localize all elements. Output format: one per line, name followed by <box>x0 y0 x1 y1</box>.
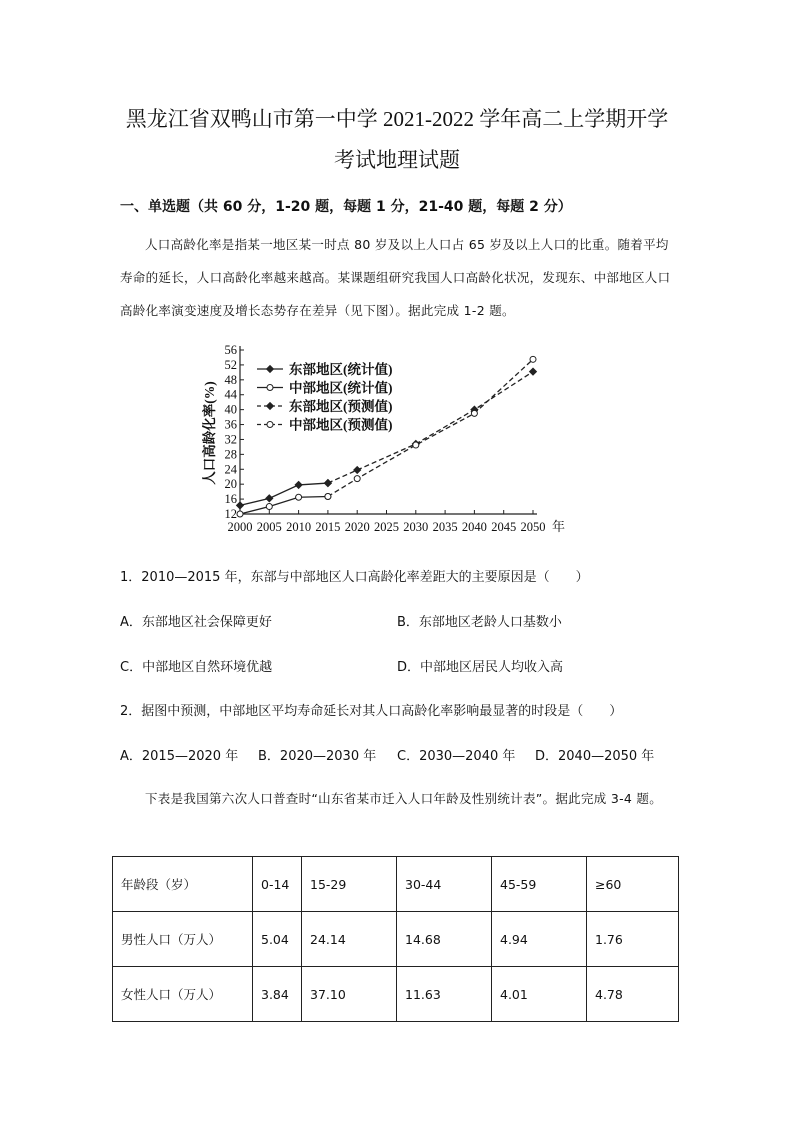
intro-paragraph: 人口高龄化率是指某一地区某一时点 80 岁及以上人口占 65 岁及以上人口的比重。随着平均寿命的延长，人口高龄化率越来越高。某课题组研究我国人口高龄化状况，发现东、中部地区人口高龄化率演变速度及增长态势存在差异（见下图）。据此完成 1-2 题。 <box>120 237 671 318</box>
x-tick-label: 2000 <box>227 520 253 534</box>
data-point-3 <box>413 442 419 448</box>
x-tick-label: 2010 <box>286 520 312 534</box>
x-tick-label: 2015 <box>315 520 341 534</box>
table-cell: 37.10 <box>302 967 397 1022</box>
legend-marker-3 <box>267 422 273 428</box>
y-tick-label: 44 <box>224 387 237 402</box>
table-header-cell: ≥60 <box>587 857 679 912</box>
y-tick-label: 16 <box>224 492 237 507</box>
table-row-male <box>113 912 679 967</box>
data-point-0 <box>266 495 273 502</box>
y-axis-title: 人口高龄化率(%) <box>202 381 217 485</box>
x-axis-unit: 年 <box>552 519 566 534</box>
y-tick-label: 56 <box>224 343 237 357</box>
table-header-cell: 年龄段（岁） <box>113 857 253 912</box>
table-cell: 4.94 <box>492 912 587 967</box>
data-point-0 <box>295 481 302 488</box>
y-tick-label: 32 <box>224 432 237 447</box>
y-tick-label: 20 <box>224 477 237 492</box>
x-tick-label: 2035 <box>432 520 458 534</box>
question-2-stem: 2．据图中预测，中部地区平均寿命延长对其人口高龄化率影响最显著的时段是（ ） <box>120 704 623 719</box>
table-cell: 女性人口（万人） <box>113 967 253 1022</box>
data-point-3 <box>325 493 331 499</box>
data-point-3 <box>354 476 360 482</box>
question-1-option-b[interactable]: B．东部地区老龄人口基数小 <box>397 615 562 630</box>
table-cell: 11.63 <box>397 967 492 1022</box>
table-intro-paragraph: 下表是我国第六次人口普查时“山东省某市迁入人口年龄及性别统计表”。据此完成 3-4 题。 <box>145 791 663 806</box>
data-point-1 <box>296 494 302 500</box>
y-tick-label: 12 <box>224 507 237 521</box>
data-point-1 <box>266 504 272 510</box>
question-2-option-c[interactable]: C．2030—2040 年 <box>397 749 516 764</box>
page-title-line-2: 考试地理试题 <box>334 148 460 172</box>
x-tick-label: 2030 <box>403 520 429 534</box>
data-point-2 <box>324 479 331 486</box>
legend-label-0: 东部地区(统计值) <box>289 362 393 377</box>
data-point-1 <box>237 511 243 517</box>
data-point-3 <box>530 356 536 362</box>
table-cell: 14.68 <box>397 912 492 967</box>
legend-marker-0 <box>266 365 273 372</box>
question-2-option-b[interactable]: B．2020—2030 年 <box>258 749 377 764</box>
y-tick-label: 24 <box>224 462 237 477</box>
question-1-option-d[interactable]: D．中部地区居民人均收入高 <box>397 660 564 675</box>
table-cell: 4.01 <box>492 967 587 1022</box>
y-tick-label: 40 <box>224 402 237 417</box>
page-title-line-1: 黑龙江省双鸭山市第一中学 2021-2022 学年高二上学期开学 <box>125 107 669 131</box>
question-1-stem: 1．2010—2015 年，东部与中部地区人口高龄化率差距大的主要原因是（ ） <box>120 570 589 585</box>
x-tick-label: 2040 <box>461 520 487 534</box>
y-tick-label: 36 <box>224 417 237 432</box>
table-header-cell: 15-29 <box>302 857 397 912</box>
table-cell: 4.78 <box>587 967 679 1022</box>
table-row-female <box>113 967 679 1022</box>
table-header-cell: 45-59 <box>492 857 587 912</box>
x-tick-label: 2045 <box>491 520 517 534</box>
table-cell: 男性人口（万人） <box>113 912 253 967</box>
aging-rate-chart <box>196 338 576 543</box>
data-point-2 <box>529 368 536 375</box>
legend-marker-1 <box>267 385 273 391</box>
legend-label-3: 中部地区(预测值) <box>289 417 393 433</box>
table-cell: 24.14 <box>302 912 397 967</box>
table-cell: 5.04 <box>253 912 302 967</box>
section-heading: 一、单选题（共 60 分，1-20 题，每题 1 分，21-40 题，每题 2 分） <box>120 199 572 215</box>
legend-label-1: 中部地区(统计值) <box>289 380 393 396</box>
question-1-option-c[interactable]: C．中部地区自然环境优越 <box>120 660 273 675</box>
x-tick-label: 2025 <box>374 520 399 534</box>
series-line-1 <box>240 496 328 514</box>
data-point-3 <box>471 410 477 416</box>
migration-population-table <box>112 856 679 1022</box>
y-tick-label: 52 <box>224 357 237 372</box>
table-header-cell: 0-14 <box>253 857 302 912</box>
y-tick-label: 28 <box>224 447 237 462</box>
x-tick-label: 2020 <box>344 520 370 534</box>
legend-marker-2 <box>266 402 273 409</box>
x-tick-label: 2050 <box>520 520 546 534</box>
question-1-option-a[interactable]: A．东部地区社会保障更好 <box>120 615 272 630</box>
legend-label-2: 东部地区(预测值) <box>289 399 393 414</box>
table-header-cell: 30-44 <box>397 857 492 912</box>
table-header-row <box>113 857 679 912</box>
data-point-0 <box>236 502 243 509</box>
table-cell: 3.84 <box>253 967 302 1022</box>
x-tick-label: 2005 <box>256 520 282 534</box>
data-point-2 <box>354 466 361 473</box>
y-tick-label: 48 <box>224 372 237 387</box>
question-2-option-d[interactable]: D．2040—2050 年 <box>535 749 655 764</box>
question-2-option-a[interactable]: A．2015—2020 年 <box>120 749 239 764</box>
table-cell: 1.76 <box>587 912 679 967</box>
